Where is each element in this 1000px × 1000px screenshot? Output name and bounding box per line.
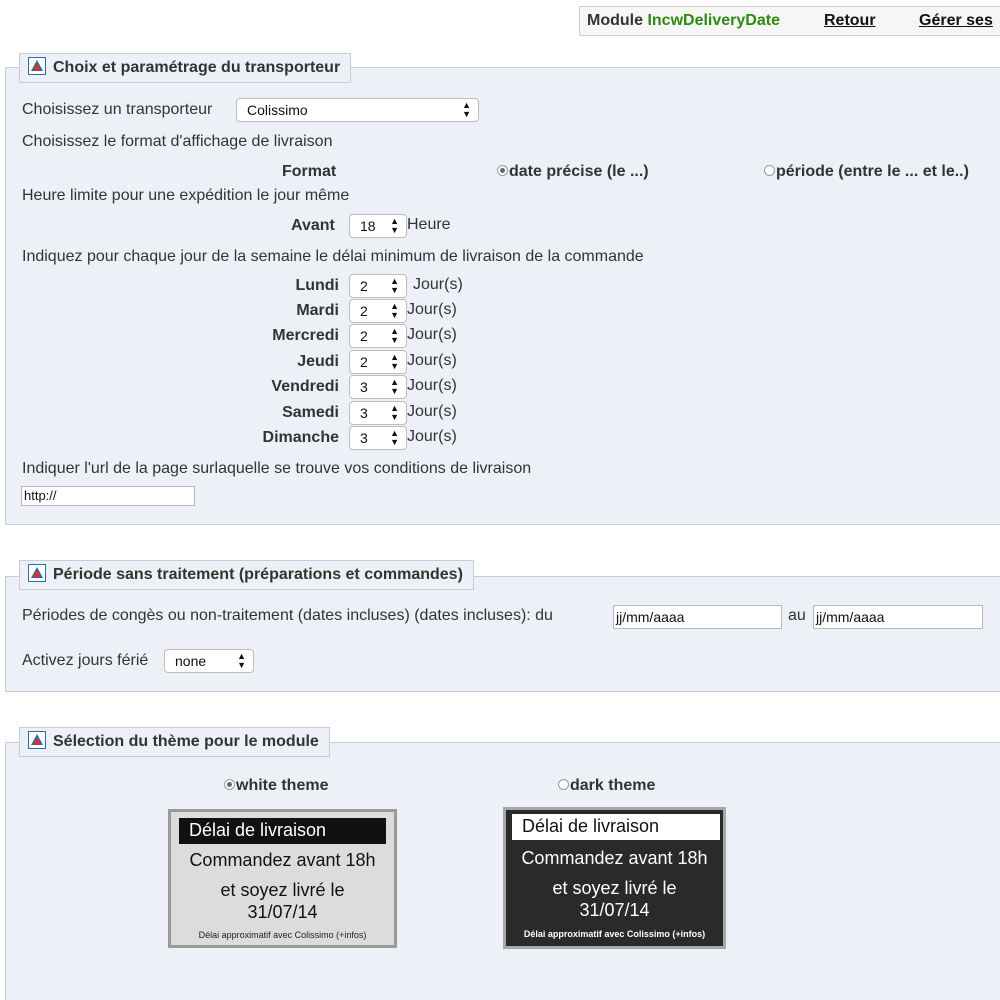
select-arrows-icon: ▲ ▼: [390, 428, 399, 447]
before-label: Avant: [291, 217, 335, 234]
day-unit-dimanche: Jour(s): [407, 428, 457, 445]
day-unit-lundi: Jour(s): [413, 276, 463, 293]
module-logo-icon: [28, 564, 46, 582]
holidays-legend: Période sans traitement (préparations et commandes): [19, 560, 474, 590]
dark-theme-preview[interactable]: [503, 807, 726, 949]
delay-select-dimanche[interactable]: 3 ▲ ▼: [349, 426, 407, 450]
radio-period-icon[interactable]: [764, 165, 775, 176]
carrier-select[interactable]: Colissimo ▲ ▼: [236, 98, 479, 122]
select-arrows-icon: ▲ ▼: [390, 276, 399, 295]
period-label: Périodes de congès ou non-traitement (dates incluses) (dates incluses): du: [22, 607, 553, 624]
public-holidays-select[interactable]: none ▲ ▼: [164, 649, 254, 673]
day-unit-vendredi: Jour(s): [407, 377, 457, 394]
day-label-lundi: Lundi: [295, 277, 339, 294]
format-label: Format: [282, 163, 337, 180]
select-arrows-icon: ▲ ▼: [390, 301, 399, 320]
preview-title: Délai de livraison: [512, 814, 720, 840]
format-intro: Choisissez le format d'affichage de livraison: [22, 133, 333, 150]
white-theme-option[interactable]: white theme: [224, 777, 328, 795]
preview-line1: Commandez avant 18h: [521, 848, 708, 868]
radio-white-theme-icon[interactable]: [224, 779, 235, 790]
select-arrows-icon: ▲ ▼: [390, 403, 399, 422]
dark-theme-option[interactable]: dark theme: [558, 777, 655, 795]
preview-date: 31/07/14: [579, 900, 650, 920]
select-arrows-icon: ▲ ▼: [237, 651, 246, 670]
select-arrows-icon: ▲ ▼: [390, 377, 399, 396]
day-label-mercredi: Mercredi: [272, 327, 339, 344]
day-unit-mercredi: Jour(s): [407, 326, 457, 343]
day-unit-jeudi: Jour(s): [407, 352, 457, 369]
preview-note: Délai approximatif avec Colissimo (+infos): [198, 930, 367, 940]
delay-select-lundi[interactable]: 2 ▲ ▼: [349, 274, 407, 298]
preview-date: 31/07/14: [247, 902, 318, 922]
holidays-panel: [5, 576, 1000, 692]
day-unit-samedi: Jour(s): [407, 403, 457, 420]
preview-line2: et soyez livré le: [552, 878, 677, 898]
carrier-legend: Choix et paramétrage du transporteur: [19, 53, 351, 83]
select-arrows-icon: ▲ ▼: [390, 352, 399, 371]
conditions-url-input[interactable]: http://: [21, 486, 195, 506]
select-arrows-icon: ▲ ▼: [390, 326, 399, 345]
select-arrows-icon: ▲ ▼: [390, 216, 399, 235]
period-to-label: au: [788, 607, 806, 624]
day-label-vendredi: Vendredi: [271, 378, 339, 395]
select-arrows-icon: ▲ ▼: [462, 100, 471, 119]
radio-precise-icon[interactable]: [497, 165, 508, 176]
preview-line2: et soyez livré le: [220, 880, 345, 900]
day-unit-mardi: Jour(s): [407, 301, 457, 318]
manage-link[interactable]: Gérer ses: [919, 12, 993, 29]
cutoff-intro: Heure limite pour une expédition le jour même: [22, 187, 350, 204]
white-theme-preview[interactable]: [168, 809, 397, 948]
format-period-option[interactable]: période (entre le ... et le..): [764, 163, 969, 181]
delay-intro: Indiquez pour chaque jour de la semaine le délai minimum de livraison de la commande: [22, 248, 644, 265]
delay-select-samedi[interactable]: 3 ▲ ▼: [349, 401, 407, 425]
delay-select-mercredi[interactable]: 2 ▲ ▼: [349, 324, 407, 348]
cutoff-hour-select[interactable]: 18 ▲ ▼: [349, 214, 407, 238]
delay-select-vendredi[interactable]: 3 ▲ ▼: [349, 375, 407, 399]
delay-select-mardi[interactable]: 2 ▲ ▼: [349, 299, 407, 323]
public-holidays-label: Activez jours férié: [22, 652, 149, 669]
module-logo-icon: [28, 57, 46, 75]
day-label-mardi: Mardi: [296, 302, 339, 319]
day-label-jeudi: Jeudi: [297, 353, 339, 370]
choose-carrier-label: Choisissez un transporteur: [22, 101, 213, 118]
theme-legend: Sélection du thème pour le module: [19, 727, 330, 757]
hour-label: Heure: [407, 216, 451, 233]
delay-select-jeudi[interactable]: 2 ▲ ▼: [349, 350, 407, 374]
period-from-input[interactable]: jj/mm/aaaa: [613, 605, 782, 629]
format-precise-option[interactable]: date précise (le ...): [497, 163, 649, 181]
day-label-samedi: Samedi: [282, 404, 339, 421]
url-intro: Indiquer l'url de la page surlaquelle se trouve vos conditions de livraison: [22, 460, 532, 477]
day-label-dimanche: Dimanche: [262, 429, 339, 446]
module-name: IncwDeliveryDate: [647, 12, 780, 29]
preview-title: Délai de livraison: [179, 818, 386, 844]
module-title: Module IncwDeliveryDate: [587, 12, 780, 29]
back-link[interactable]: Retour: [824, 12, 876, 29]
radio-dark-theme-icon[interactable]: [558, 779, 569, 790]
module-topbar: [579, 6, 1000, 36]
preview-note: Délai approximatif avec Colissimo (+infos): [523, 929, 706, 939]
module-logo-icon: [28, 731, 46, 749]
period-to-input[interactable]: jj/mm/aaaa: [813, 605, 983, 629]
preview-line1: Commandez avant 18h: [189, 850, 376, 870]
